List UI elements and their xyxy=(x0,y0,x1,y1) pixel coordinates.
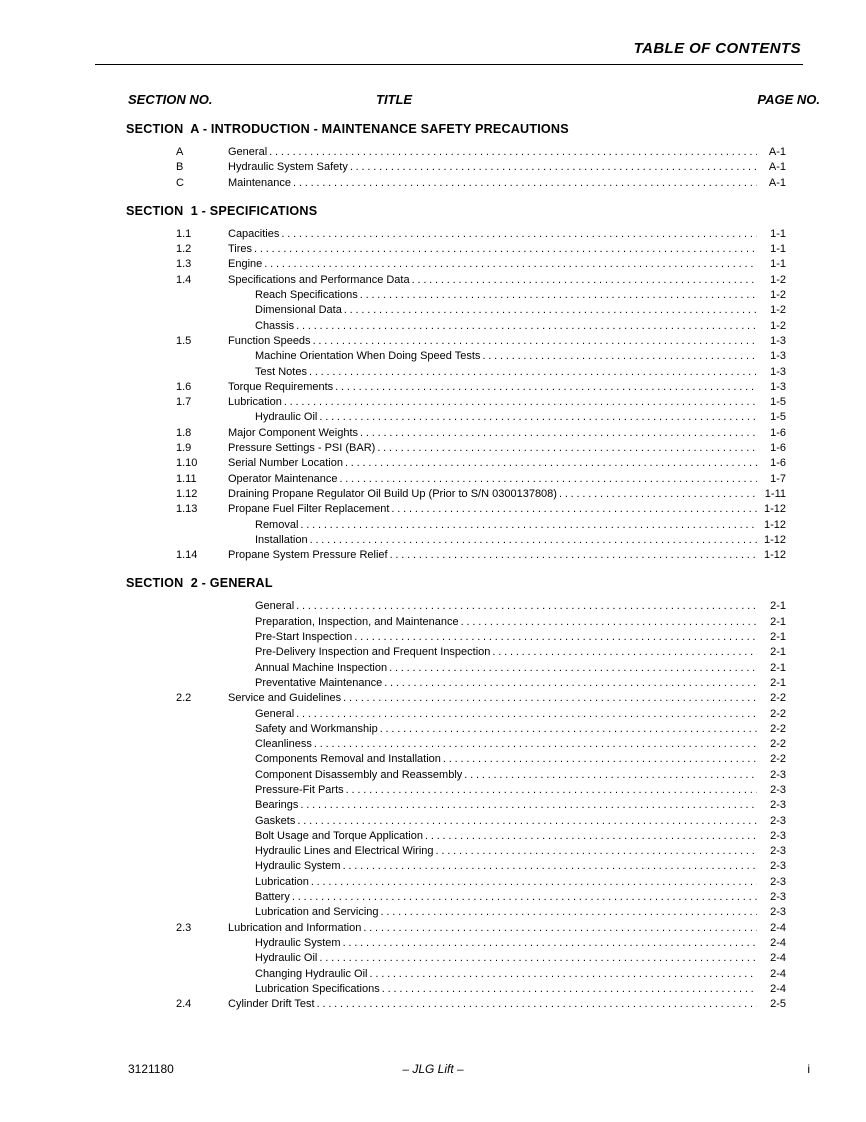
entry-number: 1.3 xyxy=(176,258,192,271)
column-header-title: TITLE xyxy=(376,92,413,107)
dot-leader xyxy=(377,441,757,456)
footer-brand: – JLG Lift – xyxy=(402,1062,464,1076)
dot-leader xyxy=(346,783,757,798)
entry-page: 1-5 xyxy=(770,411,786,424)
dot-leader xyxy=(311,875,757,890)
dot-leader xyxy=(360,426,757,441)
entry-title: General xyxy=(255,600,295,613)
entry-title: Maintenance xyxy=(228,176,291,189)
entry-page: 2-3 xyxy=(770,875,786,888)
entry-page: 1-6 xyxy=(770,457,786,470)
dot-leader xyxy=(309,365,757,380)
dot-leader xyxy=(296,599,757,614)
toc-entry xyxy=(128,456,786,471)
entry-title: Removal xyxy=(255,518,299,531)
entry-page: 1-3 xyxy=(770,334,786,347)
entry-title: Components Removal and Installation xyxy=(255,753,441,766)
toc-entry xyxy=(128,319,786,334)
dot-leader xyxy=(350,160,757,175)
toc-entry xyxy=(128,365,786,380)
dot-leader xyxy=(391,502,757,517)
entry-title: Specifications and Performance Data xyxy=(228,273,410,286)
entry-number: 1.4 xyxy=(176,273,192,286)
dot-leader xyxy=(297,814,757,829)
entry-title: Pre-Delivery Inspection and Frequent Inspection xyxy=(255,646,491,659)
dot-leader xyxy=(345,456,757,471)
dot-leader xyxy=(317,997,757,1012)
toc-entry xyxy=(128,615,786,630)
entry-title: Reach Specifications xyxy=(255,289,358,302)
entry-title: Battery xyxy=(255,891,290,904)
toc-entry xyxy=(128,548,786,563)
entry-title: Lubrication xyxy=(255,875,309,888)
toc-entry xyxy=(128,242,786,257)
entry-page: 2-2 xyxy=(770,722,786,735)
toc-entry xyxy=(128,518,786,533)
entry-number: 1.5 xyxy=(176,334,192,347)
toc-section xyxy=(128,204,786,564)
entry-title: Preparation, Inspection, and Maintenance xyxy=(255,615,459,628)
toc-entry xyxy=(128,472,786,487)
entry-number: A xyxy=(176,146,184,158)
entry-title: Pressure Settings - PSI (BAR) xyxy=(228,442,376,455)
entry-page: 2-2 xyxy=(770,707,786,720)
dot-leader xyxy=(344,303,757,318)
toc-entry xyxy=(128,426,786,441)
dot-leader xyxy=(425,829,757,844)
entry-title: Cylinder Drift Test xyxy=(228,998,315,1011)
entry-number: 1.1 xyxy=(176,227,192,240)
page-footer xyxy=(0,1062,866,1078)
entry-page: 2-5 xyxy=(770,998,786,1011)
toc-entry xyxy=(128,829,786,844)
toc-entry xyxy=(128,768,786,783)
entry-number: 1.11 xyxy=(176,472,197,485)
toc-entry xyxy=(128,676,786,691)
dot-leader xyxy=(389,661,757,676)
dot-leader xyxy=(464,768,757,783)
entry-title: General xyxy=(255,707,295,720)
entry-title: Pre-Start Inspection xyxy=(255,631,353,644)
entry-title: Bearings xyxy=(255,799,299,812)
toc-entry xyxy=(128,303,786,318)
entry-title: Service and Guidelines xyxy=(228,692,342,705)
dot-leader xyxy=(310,533,757,548)
entry-title: Lubrication xyxy=(228,396,282,409)
entry-number: 2.4 xyxy=(176,998,192,1011)
entry-page: 2-4 xyxy=(770,921,786,934)
entry-page: 2-2 xyxy=(770,692,786,705)
entry-page: A-1 xyxy=(768,176,786,189)
dot-leader xyxy=(300,518,757,533)
toc-entry xyxy=(128,951,786,966)
entry-page: 2-3 xyxy=(770,783,786,796)
toc-entry xyxy=(128,921,786,936)
entry-title: Major Component Weights xyxy=(228,426,359,439)
entry-page: 2-1 xyxy=(770,661,786,674)
toc-entry xyxy=(128,814,786,829)
entry-title: Lubrication and Information xyxy=(228,921,362,934)
entry-page: 1-2 xyxy=(770,289,786,302)
entry-title: Safety and Workmanship xyxy=(255,722,378,735)
entry-page: 2-3 xyxy=(770,845,786,858)
entry-number: 1.6 xyxy=(176,380,192,393)
dot-leader xyxy=(296,319,757,334)
entry-title: Operator Maintenance xyxy=(228,472,338,485)
entry-title: Lubrication and Servicing xyxy=(255,906,379,919)
dot-leader xyxy=(380,722,757,737)
dot-leader xyxy=(461,615,757,630)
entry-number: 1.7 xyxy=(176,396,192,409)
entry-page: 1-3 xyxy=(770,365,786,378)
entry-title: General xyxy=(228,146,268,158)
entry-title: Tires xyxy=(228,243,253,256)
dot-leader xyxy=(443,752,757,767)
dot-leader xyxy=(436,844,757,859)
dot-leader xyxy=(339,472,757,487)
dot-leader xyxy=(390,548,757,563)
dot-leader xyxy=(343,936,757,951)
entry-title: Torque Requirements xyxy=(228,380,334,393)
toc-entry xyxy=(128,645,786,660)
section-heading: SECTION A - INTRODUCTION - MAINTENANCE SAFETY PRECAUTIONS xyxy=(126,122,569,136)
entry-title: Bolt Usage and Torque Application xyxy=(255,829,423,842)
entry-title: Chassis xyxy=(255,319,295,332)
toc-entry xyxy=(128,288,786,303)
entry-page: 2-4 xyxy=(770,967,786,980)
entry-title: Hydraulic Oil xyxy=(255,952,318,965)
toc-entry xyxy=(128,783,786,798)
dot-leader xyxy=(384,676,757,691)
toc-entry xyxy=(128,441,786,456)
toc-entry xyxy=(128,890,786,905)
entry-page: 1-2 xyxy=(770,273,786,286)
dot-leader xyxy=(292,890,757,905)
entry-title: Hydraulic Lines and Electrical Wiring xyxy=(255,845,434,858)
dot-leader xyxy=(343,859,757,874)
entry-title: Dimensional Data xyxy=(255,304,342,317)
toc-entry xyxy=(128,875,786,890)
entry-page: 2-4 xyxy=(770,952,786,965)
toc-entry xyxy=(128,967,786,982)
dot-leader xyxy=(381,905,757,920)
section-entries xyxy=(128,145,786,191)
entry-page: 1-5 xyxy=(770,396,786,409)
entry-number: 2.2 xyxy=(176,692,192,705)
entry-page: 2-1 xyxy=(770,676,786,689)
entry-number: 1.10 xyxy=(176,457,198,470)
entry-number: 2.3 xyxy=(176,921,192,934)
entry-page: 2-3 xyxy=(770,814,786,827)
toc-entry xyxy=(128,380,786,395)
dot-leader xyxy=(293,176,757,191)
toc-entry xyxy=(128,160,786,175)
dot-leader xyxy=(264,257,757,272)
entry-title: Component Disassembly and Reassembly xyxy=(255,768,463,781)
dot-leader xyxy=(343,691,757,706)
entry-page: 1-11 xyxy=(764,487,786,500)
toc-entry xyxy=(128,997,786,1012)
entry-title: Lubrication Specifications xyxy=(255,982,380,995)
toc-entry xyxy=(128,844,786,859)
toc-entry xyxy=(128,487,786,502)
entry-number: 1.9 xyxy=(176,442,192,455)
toc-entry xyxy=(128,257,786,272)
entry-page: 1-12 xyxy=(763,549,786,562)
entry-title: Capacities xyxy=(228,227,280,240)
entry-title: Cleanliness xyxy=(255,738,312,751)
toc-entry xyxy=(128,502,786,517)
entry-number: 1.12 xyxy=(176,487,198,500)
dot-leader xyxy=(382,982,757,997)
entry-page: 2-3 xyxy=(770,829,786,842)
entry-page: 2-1 xyxy=(770,646,786,659)
toc-entry xyxy=(128,982,786,997)
dot-leader xyxy=(269,145,757,160)
toc-entry xyxy=(128,798,786,813)
entry-title: Gaskets xyxy=(255,814,296,827)
entry-title: Installation xyxy=(255,533,308,546)
dot-leader xyxy=(314,737,757,752)
toc-entry xyxy=(128,936,786,951)
entry-title: Hydraulic System xyxy=(255,860,341,873)
entry-page: 2-3 xyxy=(770,860,786,873)
entry-page: 1-6 xyxy=(770,426,786,439)
toc-section xyxy=(128,122,786,191)
dot-leader xyxy=(254,242,757,257)
column-header-section-no: SECTION NO. xyxy=(128,92,213,107)
toc-entry xyxy=(128,176,786,191)
entry-page: 2-3 xyxy=(770,906,786,919)
entry-page: A-1 xyxy=(768,146,786,158)
toc-entry xyxy=(128,533,786,548)
entry-title: Engine xyxy=(228,258,263,271)
entry-page: 1-1 xyxy=(770,243,786,256)
toc-entry xyxy=(128,661,786,676)
toc-entry xyxy=(128,334,786,349)
header-divider xyxy=(95,64,803,65)
toc-entry xyxy=(128,737,786,752)
footer-part-number: 3121180 xyxy=(128,1062,174,1076)
entry-title: Propane System Pressure Relief xyxy=(228,549,388,562)
section-heading: SECTION 1 - SPECIFICATIONS xyxy=(126,203,318,218)
entry-title: Hydraulic System Safety xyxy=(228,161,348,174)
entry-page: 1-3 xyxy=(770,350,786,363)
entry-title: Pressure-Fit Parts xyxy=(255,783,344,796)
entry-title: Function Speeds xyxy=(228,334,311,347)
dot-leader xyxy=(363,921,757,936)
toc-entry xyxy=(128,145,786,160)
entry-page: 1-1 xyxy=(770,227,786,240)
entry-title: Test Notes xyxy=(255,365,307,378)
toc-entry xyxy=(128,905,786,920)
entry-number: 1.13 xyxy=(176,503,198,516)
dot-leader xyxy=(281,227,757,242)
dot-leader xyxy=(313,334,757,349)
toc-entry xyxy=(128,752,786,767)
entry-page: 2-3 xyxy=(770,891,786,904)
entry-number: C xyxy=(176,176,184,189)
toc-entry xyxy=(128,349,786,364)
entry-title: Machine Orientation When Doing Speed Tests xyxy=(255,350,481,363)
entry-page: 1-6 xyxy=(770,442,786,455)
entry-number: 1.14 xyxy=(176,549,198,562)
dot-leader xyxy=(319,951,757,966)
entry-number: 1.8 xyxy=(176,426,192,439)
entry-page: 2-3 xyxy=(770,768,786,781)
entry-page: 2-4 xyxy=(770,936,786,949)
dot-leader xyxy=(296,707,757,722)
toc-entry xyxy=(128,691,786,706)
entry-page: 2-4 xyxy=(770,982,786,995)
entry-page: 1-1 xyxy=(770,258,786,271)
entry-page: 2-1 xyxy=(770,615,786,628)
section-entries xyxy=(128,599,786,1012)
entry-title: Changing Hydraulic Oil xyxy=(255,967,368,980)
toc-entry xyxy=(128,395,786,410)
entry-page: 2-3 xyxy=(770,799,786,812)
toc-list xyxy=(128,122,786,1012)
entry-page: A-1 xyxy=(768,161,786,174)
dot-leader xyxy=(492,645,757,660)
entry-title: Annual Machine Inspection xyxy=(255,661,388,674)
entry-page: 2-2 xyxy=(770,753,786,766)
dot-leader xyxy=(335,380,757,395)
section-entries xyxy=(128,227,786,564)
toc-entry xyxy=(128,722,786,737)
entry-page: 2-1 xyxy=(770,600,786,613)
toc-entry xyxy=(128,599,786,614)
entry-page: 1-12 xyxy=(763,503,786,516)
column-headers xyxy=(128,92,820,109)
dot-leader xyxy=(370,967,758,982)
entry-title: Hydraulic System xyxy=(255,936,341,949)
entry-page: 1-7 xyxy=(770,472,786,485)
entry-page: 1-2 xyxy=(770,304,786,317)
entry-title: Preventative Maintenance xyxy=(255,676,383,689)
dot-leader xyxy=(482,349,757,364)
toc-entry xyxy=(128,859,786,874)
dot-leader xyxy=(300,798,757,813)
entry-page: 1-2 xyxy=(770,319,786,332)
entry-title: Draining Propane Regulator Oil Build Up (Prior to S/N 0300137808) xyxy=(228,487,557,500)
entry-title: Hydraulic Oil xyxy=(255,411,318,424)
page-title: TABLE OF CONTENTS xyxy=(633,40,801,57)
entry-title: Serial Number Location xyxy=(228,457,343,470)
dot-leader xyxy=(284,395,757,410)
dot-leader xyxy=(412,273,757,288)
page-header xyxy=(95,0,803,65)
dot-leader xyxy=(559,487,757,502)
toc-entry xyxy=(128,707,786,722)
entry-page: 1-12 xyxy=(763,533,786,546)
footer-page-number: i xyxy=(807,1062,810,1076)
toc-entry xyxy=(128,410,786,425)
entry-page: 1-3 xyxy=(770,380,786,393)
toc-entry xyxy=(128,227,786,242)
column-header-page-no: PAGE NO. xyxy=(757,92,820,107)
dot-leader xyxy=(319,410,757,425)
toc-entry xyxy=(128,273,786,288)
toc-entry xyxy=(128,630,786,645)
dot-leader xyxy=(354,630,757,645)
toc-section xyxy=(128,576,786,1012)
dot-leader xyxy=(360,288,757,303)
entry-number: 1.2 xyxy=(176,243,192,256)
entry-page: 2-1 xyxy=(770,631,786,644)
entry-page: 2-2 xyxy=(770,738,786,751)
entry-page: 1-12 xyxy=(763,518,786,531)
section-heading: SECTION 2 - GENERAL xyxy=(126,576,273,591)
entry-title: Propane Fuel Filter Replacement xyxy=(228,503,390,516)
entry-number: B xyxy=(176,161,184,174)
